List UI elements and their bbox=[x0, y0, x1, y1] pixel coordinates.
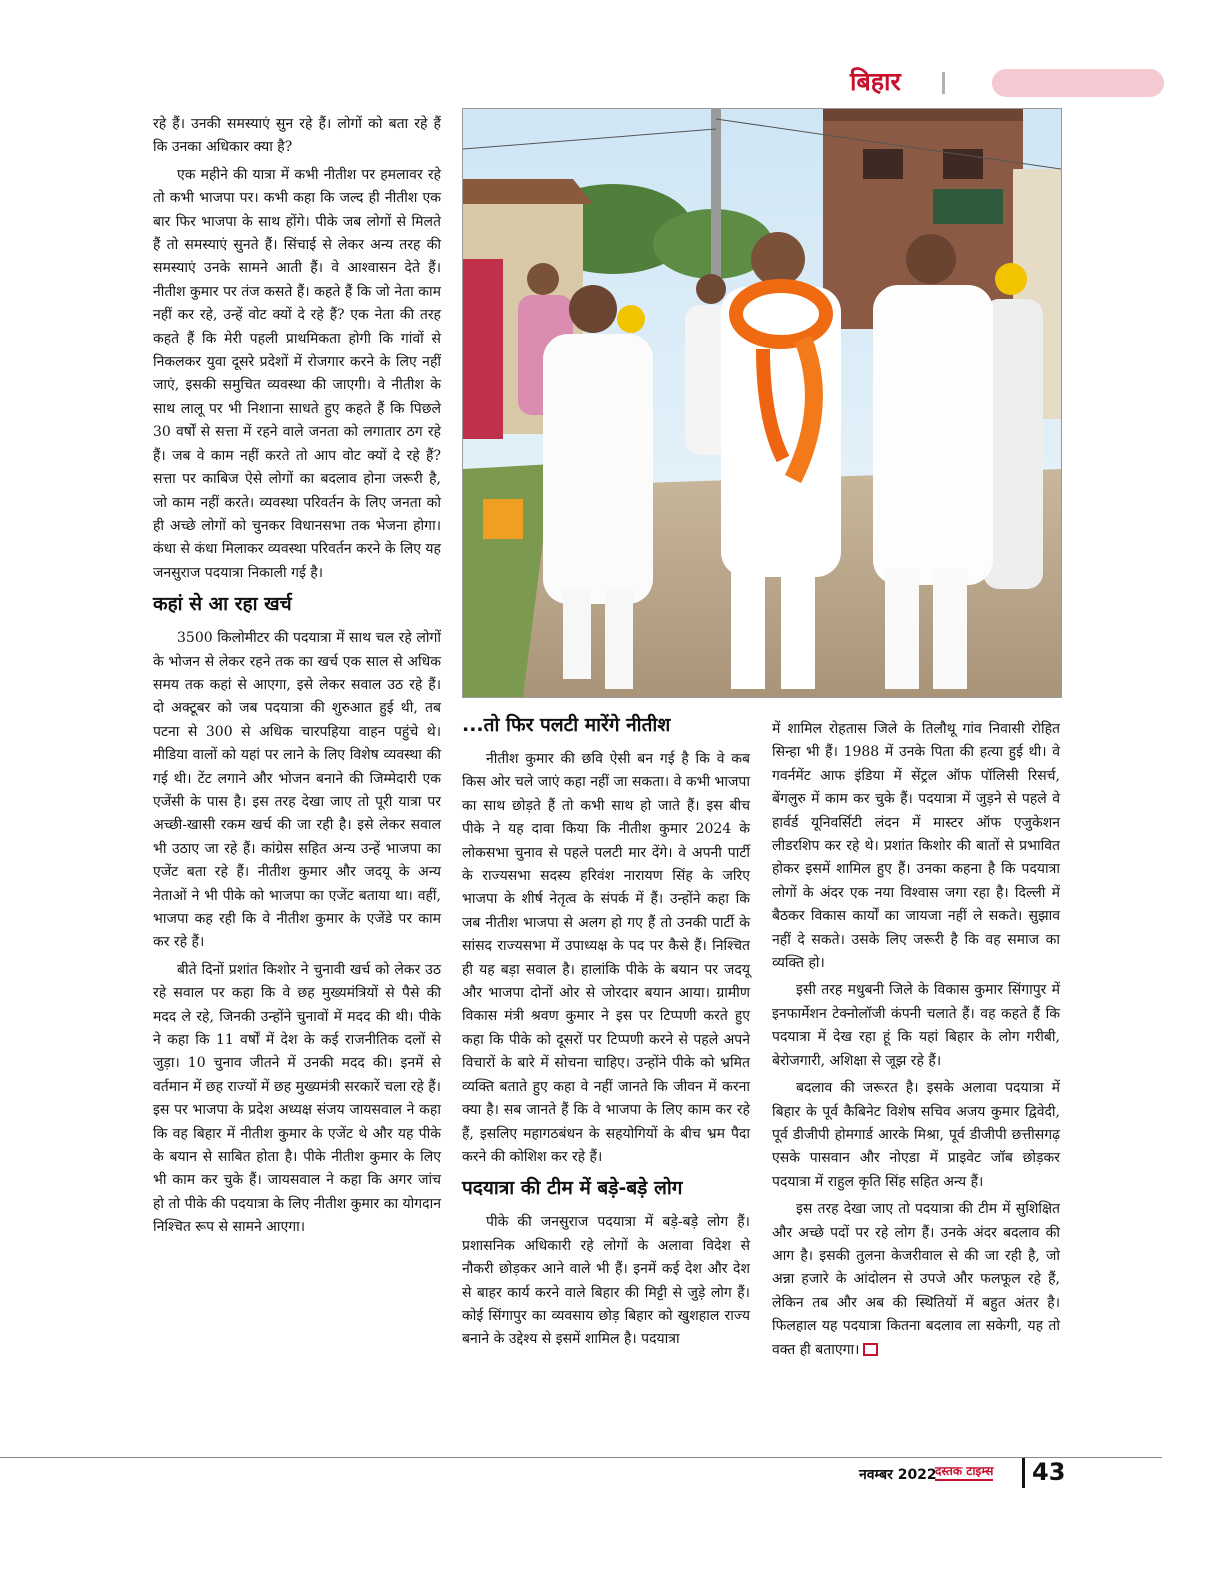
paragraph: रहे हैं। उनकी समस्याएं सुन रहे हैं। लोगों को बता रहे हैं कि उनका अधिकार क्या है? bbox=[153, 116, 441, 156]
header-pill bbox=[992, 69, 1164, 97]
magazine-logo: दस्तक टाइम्स bbox=[935, 1462, 993, 1481]
header-divider bbox=[942, 72, 945, 94]
subheading-kharch: कहां से आ रहा खर्च bbox=[153, 593, 292, 616]
column-2 bbox=[462, 714, 750, 1356]
paragraph: नीतीश कुमार की छवि ऐसी बन गई है कि वे कब किस ओर चले जाएं कहा नहीं जा सकता। वे कभी भाजपा का साथ छोड़ते हैं तो कभी साथ हो जाते हैं। इस बीच पीके ने यह दावा किया कि नीतीश कुमार 2024 के लोकसभा चुनाव से पहले पलटी मार देंगे। वे अपनी पार्टी के राज्यसभा सदस्य हरिवंश नारायण सिंह के जरिए भाजपा के शीर्ष नेतृत्व के संपर्क में हैं। उन्होंने कहा कि जब नीतीश भाजपा से अलग हो गए हैं तो उनकी पार्टी के सांसद राज्यसभा में उपाध्यक्ष के पद पर कैसे हैं। निश्चित ही यह बड़ा सवाल है। हालांकि पीके के बयान पर जदयू और भाजपा दोनों ओर से जोरदार बयान आया। ग्रामीण विकास मंत्री श्रवण कुमार ने इस पर टिप्पणी करते हुए कहा कि पीके को दूसरों पर टिप्पणी करने से पहले अपने विचारों के बारे में सोचना चाहिए। उन्होंने पीके को भ्रमित व्यक्ति बताते हुए कहा वे नहीं जानते कि जीवन में करना क्या है। सब जानते हैं कि वे भाजपा के लिए काम कर रहे हैं, इसलिए महागठबंधन के सहयोगियों के बीच भ्रम पैदा करने की कोशिश कर रहे हैं। bbox=[462, 751, 750, 1165]
column-1 bbox=[153, 113, 441, 1244]
paragraph: बदलाव की जरूरत है। इसके अलावा पदयात्रा में बिहार के पूर्व कैबिनेट विशेष सचिव अजय कुमार द्विवेदी, पूर्व डीजीपी होमगार्ड आरके मिश्रा, पूर्व डीजीपी छत्तीसगढ़ एसके पासवान और नोएडा में प्राइवेट जॉब छोड़कर पदयात्रा में राहुल कृति सिंह सहित अन्य हैं। bbox=[772, 1080, 1060, 1190]
page-number: 43 bbox=[1032, 1458, 1066, 1486]
article-photo bbox=[462, 108, 1062, 698]
paragraph: एक महीने की यात्रा में कभी नीतीश पर हमलावर रहे तो कभी भाजपा पर। कभी कहा कि जल्द ही नीतीश एक बार फिर भाजपा के साथ होंगे। पीके जब लोगों से मिलते हैं तो समस्याएं सुनते हैं। सिंचाई से लेकर अन्य तरह की समस्याएं उनके सामने आती हैं। वे आश्वासन देते हैं। नीतीश कुमार पर तंज कसते हैं। कहते हैं कि जो नेता काम नहीं कर रहे, उन्हें वोट क्यों दे रहे हैं? एक नेता की तरह कहते हैं कि मेरी पहली प्राथमिकता होगी कि गांवों से निकलकर युवा दूसरे प्रदेशों में रोजगार करने के लिए नहीं जाएं, इसकी समुचित व्यवस्था की जाएगी। वे नीतीश के साथ लालू पर भी निशाना साधते हुए कहते हैं कि पिछले 30 वर्षों से सत्ता में रहने वाले जनता को लगातार ठग रहे हैं। जब वे काम नहीं करते तो आप वोट क्यों दे रहे हैं? सत्ता पर काबिज ऐसे लोगों का बदलाव होना जरूरी है, जो काम नहीं करते। व्यवस्था परिवर्तन के लिए जनता को ही अच्छे लोगों को चुनकर विधानसभा तक भेजना होगा। कंधा से कंधा मिलाकर व्यवस्था परिवर्तन करने के लिए यह जनसुराज पदयात्रा निकाली गई है। bbox=[153, 166, 441, 581]
end-mark-icon bbox=[863, 1343, 878, 1356]
paragraph-text: इस तरह देखा जाए तो पदयात्रा की टीम में सुशिक्षित और अच्छे पदों पर रहे लोग हैं। उनके अंदर बदलाव की आग है। इसकी तुलना केजरीवाल से की जा रही है, जो अन्ना हजारे के आंदोलन से उपजे और फलफूल रहे हैं, लेकिन तब और अब की स्थितियों में बहुत अंतर है। फिलहाल यह पदयात्रा कितना बदलाव ला सकेगी, यह तो वक्त ही बताएगा। bbox=[772, 1201, 1060, 1358]
subheading-team: पदयात्रा की टीम में बड़े-बड़े लोग bbox=[462, 1177, 683, 1200]
column-3 bbox=[772, 718, 1060, 1366]
footer-month: नवम्बर 2022 bbox=[859, 1467, 937, 1483]
paragraph: में शामिल रोहतास जिले के तिलौथू गांव निवासी रोहित सिन्हा भी हैं। 1988 में उनके पिता की हत्या हुई थी। वे गवर्नमेंट आफ इंडिया में सेंट्रल ऑफ पॉलिसी रिसर्च, बेंगलुरु में काम कर चुके हैं। पदयात्रा में जुड़ने से पहले वे हार्वर्ड यूनिवर्सिटी लंदन में मास्टर ऑफ एजुकेशन लीडरशिप कर रहे थे। प्रशांत किशोर की बातों से प्रभावित होकर इसमें शामिल हुए हैं। उनका कहना है कि पदयात्रा लोगों के अंदर एक नया विश्वास जगा रहा है। दिल्ली में बैठकर विकास कार्यों का जायजा नहीं ले सकते। सुझाव नहीं दे सकते। उसके लिए जरूरी है कि वह समाज का व्यक्ति हो। bbox=[772, 721, 1060, 972]
paragraph: पीके की जनसुराज पदयात्रा में बड़े-बड़े लोग हैं। प्रशासनिक अधिकारी रहे लोगों के अलावा विदेश से नौकरी छोड़कर आने वाले भी हैं। इनमें कई देश और देश से बाहर कार्य करने वाले बिहार की मिट्टी से जुड़े लोग हैं। कोई सिंगापुर का व्यवसाय छोड़ बिहार को खुशहाल राज्य बनाने के उद्देश्य से इसमें शामिल है। पदयात्रा bbox=[462, 1214, 750, 1348]
paragraph: बीते दिनों प्रशांत किशोर ने चुनावी खर्च को लेकर उठ रहे सवाल पर कहा कि वे छह मुख्यमंत्रियों से पैसे की मदद ले रहे, जिनकी उन्होंने चुनावों में मदद की थी। पीके ने कहा कि 11 वर्षों में देश के कई राजनीतिक दलों से जुड़ा। 10 चुनाव जीतने में उनकी मदद की। इनमें से वर्तमान में छह राज्यों में छह मुख्यमंत्री सरकारें चला रहे हैं। इस पर भाजपा के प्रदेश अध्यक्ष संजय जायसवाल ने कहा कि वह बिहार में नीतीश कुमार के एजेंट थे और यह पीके के बयान से साबित होता है। पीके नीतीश कुमार के लिए भी काम कर चुके हैं। जायसवाल ने कहा कि अगर जांच हो तो पीके की पदयात्रा के लिए नीतीश कुमार का योगदान निश्चित रूप से सामने आएगा। bbox=[153, 961, 441, 1236]
footer-rule bbox=[0, 1457, 1162, 1458]
section-label: बिहार bbox=[850, 67, 901, 96]
subheading-palti: ...तो फिर पलटी मारेंगे नीतीश bbox=[462, 714, 671, 736]
paragraph: इसी तरह मधुबनी जिले के विकास कुमार सिंगापुर में इनफार्मेशन टेक्नोलॉजी कंपनी चलाते हैं। वह कहते हैं कि पदयात्रा में देख रहा हूं कि यहां बिहार के लोग गरीबी, बेरोजगारी, अशिक्षा से जूझ रहे हैं। bbox=[772, 982, 1060, 1069]
paragraph: 3500 किलोमीटर की पदयात्रा में साथ चल रहे लोगों के भोजन से लेकर रहने तक का खर्च एक साल से अधिक समय तक कहां से आएगा, इसे लेकर सवाल उठ रहे हैं। दो अक्टूबर को जब पदयात्रा की शुरुआत हुई थी, तब पटना से 300 से अधिक चारपहिया वाहन पहुंचे थे। मीडिया वालों को यहां पर लाने के लिए विशेष व्यवस्था की गई थी। टेंट लगाने और भोजन बनाने की जिम्मेदारी एक एजेंसी के पास है। इस तरह देखा जाए तो पूरी यात्रा पर अच्छी-खासी रकम खर्च की जा रही है। इसे लेकर सवाल भी उठाए जा रहे हैं। कांग्रेस सहित अन्य उन्हें भाजपा का एजेंट बता रहे हैं। नीतीश कुमार और जदयू के अन्य नेताओं ने भी पीके को भाजपा का एजेंट बताया था। वहीं, भाजपा कह रही कि वे नीतीश कुमार के एजेंडे पर काम कर रहे हैं। bbox=[153, 630, 441, 951]
footer-divider bbox=[1022, 1458, 1025, 1488]
paragraph bbox=[772, 1198, 1060, 1362]
padyatra-photo-illustration bbox=[463, 109, 1061, 697]
